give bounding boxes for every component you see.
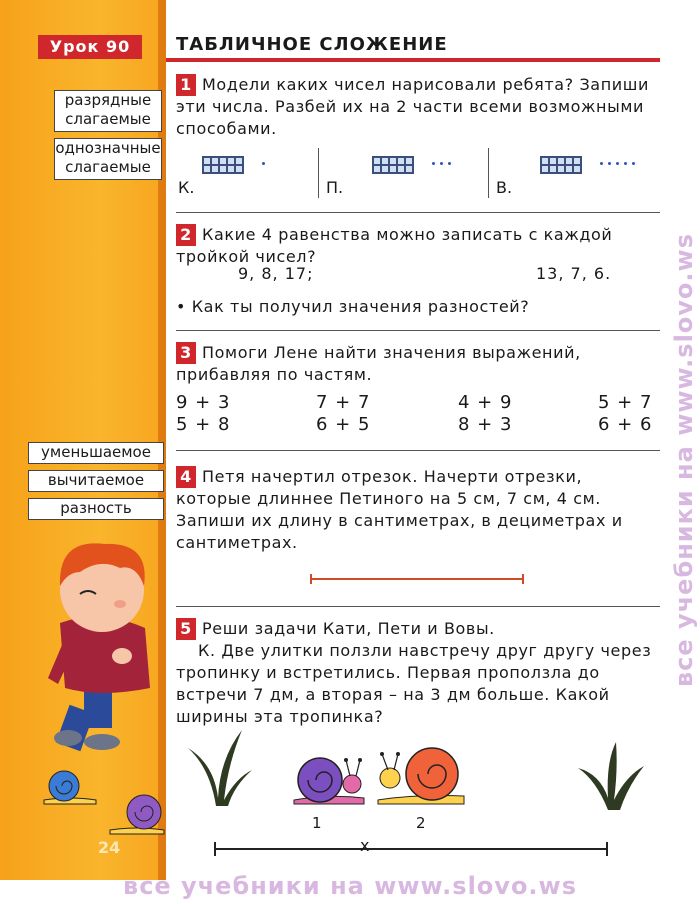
expression: 6 + 5	[316, 414, 371, 435]
path-end-tick	[606, 842, 608, 856]
model-label-k: К.	[178, 178, 195, 197]
term-box-difference	[28, 498, 164, 520]
petya-segment	[310, 578, 524, 580]
unit-dot	[440, 162, 443, 165]
model-label-v: В.	[496, 178, 513, 197]
ten-block	[202, 156, 244, 174]
task-text: Модели каких чисел нарисовали ребята? Запиши эти числа. Разбей их на 2 части всеми возможными способами.	[176, 75, 650, 138]
term-label: вычитаемое	[47, 471, 145, 489]
grass-right-icon	[574, 740, 648, 812]
model-divider	[488, 148, 489, 198]
term-label: разность	[60, 499, 132, 517]
unit-dot	[632, 162, 635, 165]
snail-purple-icon	[104, 784, 168, 840]
unit-dot	[448, 162, 451, 165]
watermark-bottom: все учебники на www.slovo.ws	[123, 872, 577, 900]
task-1	[176, 74, 656, 140]
expression: 8 + 3	[458, 414, 513, 435]
expression: 6 + 6	[598, 414, 653, 435]
watermark-side	[664, 130, 700, 790]
page-title: ТАБЛИЧНОЕ СЛОЖЕНИЕ	[176, 34, 448, 55]
header-divider	[166, 58, 660, 62]
snail-label-1: 1	[312, 814, 322, 832]
number-models	[176, 148, 660, 200]
task-5-problem: К. Две улитки ползли навстречу друг другу через тропинку и встретились. Первая проползла до встречи 7 дм, а вторая – на 3 дм больше. Какой ширины эта тропинка?	[176, 641, 652, 726]
task-number: 1	[176, 74, 196, 96]
task-separator	[176, 606, 660, 607]
term-box-place-value	[54, 90, 162, 132]
number-triple-2: 13, 7, 6.	[536, 264, 612, 283]
task-separator	[176, 450, 660, 451]
task-text: Какие 4 равенства можно записать с каждой тройкой чисел?	[176, 225, 613, 266]
lesson-tag: Урок 90	[38, 35, 142, 59]
expression: 5 + 7	[598, 392, 653, 413]
snail-orange-icon	[376, 744, 468, 808]
expression: 7 + 7	[316, 392, 371, 413]
task-text: Петя начертил отрезок. Начерти отрезки, которые длиннее Петиного на 5 см, 7 см, 4 см. Запиши их длину в сантиметрах, в дециметрах и сантиметрах.	[176, 467, 623, 552]
snail-purple-icon	[290, 754, 368, 808]
task-separator	[176, 212, 660, 213]
expression: 9 + 3	[176, 392, 231, 413]
ten-block	[372, 156, 414, 174]
boy-illustration	[40, 528, 162, 758]
term-box-single-digit	[54, 138, 162, 180]
term-label: разрядные слагаемые	[64, 91, 152, 128]
term-label: уменьшаемое	[41, 443, 151, 461]
snail-label-2: 2	[416, 814, 426, 832]
ten-block	[540, 156, 582, 174]
task-number: 5	[176, 618, 196, 640]
task-text: Реши задачи Кати, Пети и Вовы.	[202, 619, 495, 638]
task-3	[176, 342, 656, 386]
model-divider	[318, 148, 319, 198]
task-2-question: • Как ты получил значения разностей?	[176, 297, 530, 316]
task-5	[176, 618, 656, 640]
snail-small-icon	[40, 760, 100, 808]
expression: 5 + 8	[176, 414, 231, 435]
model-label-p: П.	[326, 178, 344, 197]
unit-dot	[262, 162, 265, 165]
task-number: 3	[176, 342, 196, 364]
task-number: 4	[176, 466, 196, 488]
grass-left-icon	[180, 728, 254, 808]
task-2	[176, 224, 656, 268]
unit-dot	[600, 162, 603, 165]
term-label: однозначные слагаемые	[55, 139, 161, 176]
meeting-point-mark: x	[360, 836, 370, 855]
unit-dot	[432, 162, 435, 165]
task-text: Помоги Лене найти значения выражений, прибавляя по частям.	[176, 343, 581, 384]
page-number: 24	[98, 838, 121, 857]
unit-dot	[624, 162, 627, 165]
task-number: 2	[176, 224, 196, 246]
path-end-tick	[214, 842, 216, 856]
task-separator	[176, 330, 660, 331]
unit-dot	[608, 162, 611, 165]
path-line	[214, 848, 608, 850]
unit-dot	[616, 162, 619, 165]
task-4	[176, 466, 656, 554]
term-box-subtrahend	[28, 470, 164, 492]
number-triple-1: 9, 8, 17;	[238, 264, 314, 283]
term-box-minuend	[28, 442, 164, 464]
watermark-side-text: все учебники на www.slovo.ws	[670, 233, 698, 687]
expression: 4 + 9	[458, 392, 513, 413]
